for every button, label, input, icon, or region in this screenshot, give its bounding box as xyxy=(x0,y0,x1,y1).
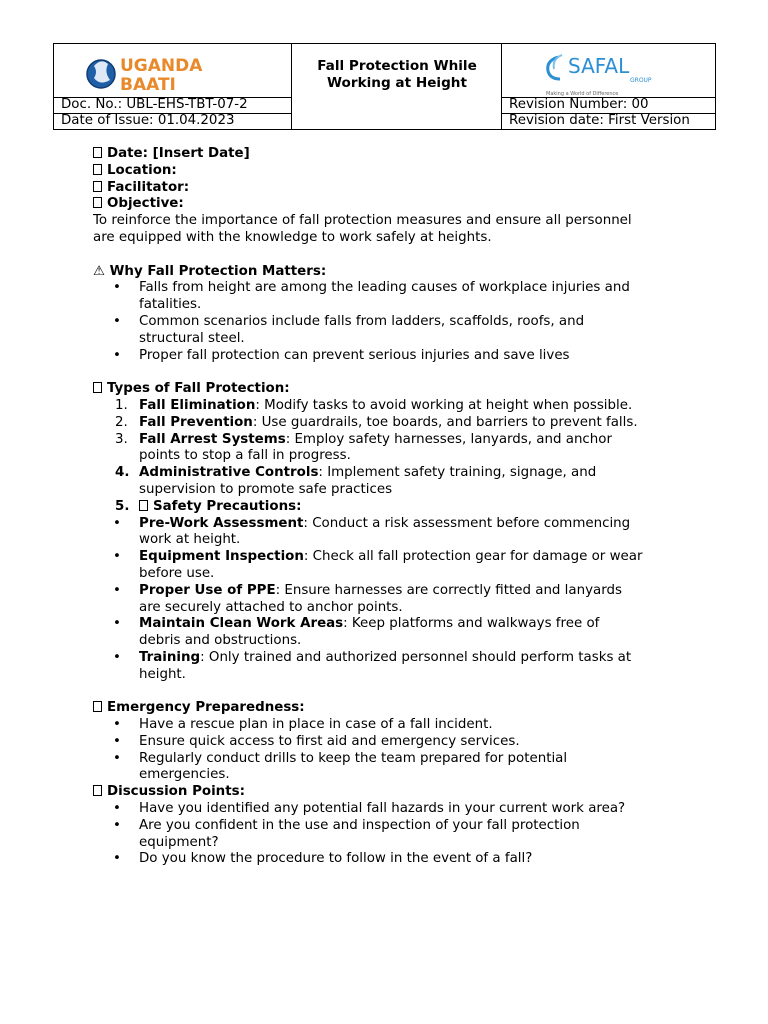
list-item: • Have you identified any potential fall hazards in your current work area? xyxy=(113,801,626,817)
list-item: • Falls from height are among the leading causes of workplace injuries and fatalities. xyxy=(113,280,630,313)
bullet: • xyxy=(113,313,121,329)
list-item: 4. Administrative Controls: Implement safety training, signage, and supervision to promote safe practices xyxy=(115,465,597,497)
list-item: • Training: Only trained and authorized personnel should perform tasks at height. xyxy=(113,649,632,682)
list-item: • Regularly conduct drills to keep the team prepared for potential emergencies. xyxy=(113,750,568,783)
safal-group-logo xyxy=(542,47,654,97)
list-item: • Do you know the procedure to follow in the event of a fall? xyxy=(113,851,533,867)
list-item: • Equipment Inspection: Check all fall protection gear for damage or wear before use. xyxy=(113,549,643,581)
discussion-heading: Discussion Points: xyxy=(93,784,693,801)
list-item: • Proper fall protection can prevent serious injuries and save lives xyxy=(113,347,570,363)
why-heading: ⚠ Why Fall Protection Matters: xyxy=(93,263,327,279)
safal-name: SAFAL xyxy=(568,54,630,78)
square-icon xyxy=(93,382,102,393)
list-item: • Have a rescue plan in place in case of a fall incident. xyxy=(113,717,493,733)
emergency-list xyxy=(93,717,693,784)
discussion-list xyxy=(93,801,693,868)
list-item: 1. Fall Elimination: Modify tasks to avoid working at height when possible. xyxy=(115,397,633,413)
safal-sub: GROUP xyxy=(630,77,652,84)
square-icon xyxy=(93,785,102,796)
list-item: 5. Safety Precautions: xyxy=(115,498,302,514)
logo-text-line2: BAATI xyxy=(120,75,176,95)
bullet: • xyxy=(113,280,121,296)
objective-heading: Objective: xyxy=(93,196,693,213)
square-icon xyxy=(93,181,102,192)
logo-text-line1: UGANDA xyxy=(120,56,203,76)
list-item: • Proper Use of PPE: Ensure harnesses are correctly fitted and lanyards are securely attached to anchor points. xyxy=(113,582,622,615)
meeting-location: Location: xyxy=(93,163,693,180)
list-item: • Common scenarios include falls from ladders, scaffolds, roofs, and structural steel. xyxy=(113,313,585,346)
square-icon xyxy=(93,147,102,158)
emergency-heading: Emergency Preparedness: xyxy=(93,700,693,717)
square-icon xyxy=(93,197,102,208)
square-icon xyxy=(93,164,102,175)
square-icon xyxy=(93,701,102,712)
why-list xyxy=(93,280,693,364)
doc-number: Doc. No.: UBL-EHS-TBT-07-2 xyxy=(61,97,248,112)
uganda-baati-logo xyxy=(86,50,210,96)
document-title: Fall Protection While Working at Height xyxy=(317,58,477,91)
square-icon xyxy=(139,500,148,511)
precautions-list xyxy=(93,516,693,684)
list-item: • Pre-Work Assessment: Conduct a risk assessment before commencing work at height. xyxy=(113,515,631,548)
list-item: • Are you confident in the use and inspection of your fall protection equipment? xyxy=(113,817,580,850)
revision-number: Revision Number: 00 xyxy=(509,97,649,112)
meeting-date: Date: [Insert Date] xyxy=(93,146,693,163)
bullet: • xyxy=(113,347,121,363)
types-heading: Types of Fall Protection: xyxy=(93,381,693,398)
date-of-issue: Date of Issue: 01.04.2023 xyxy=(61,113,235,128)
list-item: • Ensure quick access to first aid and emergency services. xyxy=(113,733,520,749)
objective-text: To reinforce the importance of fall protection measures and ensure all personnel xyxy=(93,213,632,229)
list-item: • Maintain Clean Work Areas: Keep platforms and walkways free of debris and obstructions. xyxy=(113,616,600,649)
list-item: 3. Fall Arrest Systems: Employ safety harnesses, lanyards, and anchor points to stop a fall in progress. xyxy=(115,431,612,464)
document-header xyxy=(53,43,716,130)
objective-text: are equipped with the knowledge to work safely at heights. xyxy=(93,229,492,245)
list-item: 2. Fall Prevention: Use guardrails, toe boards, and barriers to prevent falls. xyxy=(115,414,638,430)
types-list xyxy=(93,398,693,516)
meeting-facilitator: Facilitator: xyxy=(93,180,693,197)
safal-tagline: Making a World of Difference xyxy=(546,91,619,97)
revision-date: Revision date: First Version xyxy=(509,113,690,128)
document-body xyxy=(93,146,693,868)
